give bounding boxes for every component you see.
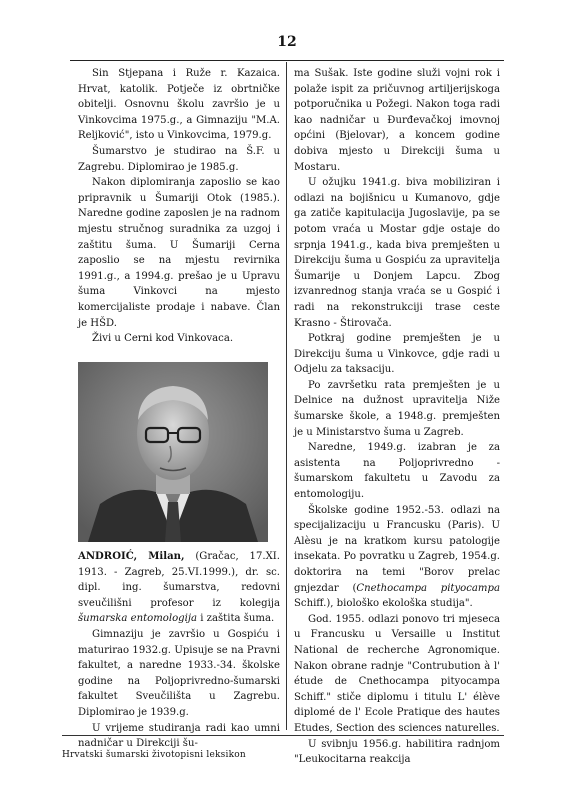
paragraph: Nakon diplomiranja zaposlio se kao pripravnik u Šumariji Otok (1985.). Naredne godine zaposlen je na radnom mjestu stručnog suradnika za uzgoj i zaštitu šuma. U Šumariji Cerna zaposlio se na mjestu revirnika 1991.g., a 1994.g. prešao je u Upravu šuma Vinkovci na mjesto komercijaliste prodaje i nabave. Član je HŠD.: [78, 177, 280, 329]
paragraph: U vrijeme studiranja radi kao umni nadničar u Direkciji šu-: [78, 722, 280, 750]
header-rule: [70, 60, 504, 61]
column-divider: [286, 62, 287, 730]
footer-text: Hrvatski šumarski životopisni leksikon: [62, 750, 246, 760]
entry-intro: [78, 549, 280, 627]
paragraph: ma Sušak. Iste godine služi vojni rok i polaže ispit za pričuvnog artiljerijskoga potporučnika u Požegi. Nakon toga radi kao nadničar u Đurđevačkoj imovnoj općini (Bjelovar), a koncem godine dobiva mjesto u Direkciji šuma u Mostaru.: [294, 68, 500, 173]
paragraph: Sin Stjepana i Ruže r. Kazaica. Hrvat, katolik. Potječe iz obrtničke obitelji. Osnovnu školu završio je u Vinkovcima 1975.g., a Gimnaziju "M.A. Reljković", isto u Vinkovcima, 1979.g.: [78, 68, 280, 142]
entry-course: šumarska entomologija: [78, 613, 198, 625]
paragraph: God. 1955. odlazi ponovo tri mjeseca u Francusku u Versaille u Institut National de recherche Agronomique. Nakon obrane radnje "Contrubution à l' étude de Cnethocampa pityocampa Schiff." stiče diplomu i titulu L' élève diplomé de l' Ecole Pratique des hautes Etudes, Section des sciences naturelles.: [294, 613, 500, 734]
entry-intro-text: (Gračac, 17.XI. 1913. - Zagreb, 25.VI.1999.), dr. sc. dipl. ing. šumarstva, redovni sveučilišni profesor iz kolegija: [78, 551, 280, 609]
portrait-photo: [78, 362, 268, 542]
species-name: Cnethocampa pityocampa: [356, 582, 500, 594]
paragraph: Živi u Cerni kod Vinkovaca.: [92, 333, 234, 345]
paragraph: [294, 503, 500, 612]
biography-entry: [78, 549, 280, 752]
paragraph-text: Schiff.), biološko ekološka studija".: [294, 598, 473, 610]
right-column-text: [294, 66, 500, 768]
entry-name: ANDROIĆ, Milan,: [78, 551, 185, 562]
paragraph-text: Školske godine 1952.-53. odlazi na specijalizaciju u Francusku (Paris). U Alèsu je na kratkom kursu patologije insekata. Po povratku u Zagreb, 1954.g. doktorira na temi "Borov prelac gnjezdar (: [294, 504, 500, 594]
page-number: 12: [277, 34, 297, 50]
paragraph: U svibnju 1956.g. habilitira radnjom "Leukocitarna reakcija: [294, 738, 500, 766]
footer-rule: [62, 735, 504, 736]
entry-intro-end: i zaštita šuma.: [197, 613, 275, 625]
paragraph: Potkraj godine premješten je u Direkciju šuma u Vinkovce, gdje radi u Odjelu za taksaciju.: [294, 333, 500, 376]
paragraph: Naredne, 1949.g. izabran je za asistenta na Poljoprivredno - šumarskom fakultetu u Zavodu za entomologiju.: [294, 442, 500, 501]
paragraph: U ožujku 1941.g. biva mobiliziran i odlazi na bojišnicu u Kumanovo, gdje ga zatiče kapitulacija Jugoslavije, pa se potom vraća u Mostar gdje ostaje do srpnja 1941.g., kada biva premješten u Direkciju šuma u Gospiću za upravitelja Šumarije u Donjem Lapcu. Zbog izvanrednog stanja vraća se u Gospić i radi na rekonstrukciji trase ceste Krasno - Štirovača.: [294, 177, 500, 329]
paragraph: Gimnaziju je završio u Gospiću i maturirao 1932.g. Upisuje se na Pravni fakultet, a naredne 1933.-34. školske godine na Poljoprivredno-šumarski fakultet Sveučilišta u Zagrebu. Diplomirao je 1939.g.: [78, 628, 280, 718]
paragraph: Šumarstvo je studirao na Š.F. u Zagrebu. Diplomirao je 1985.g.: [78, 145, 280, 173]
paragraph: Po završetku rata premješten je u Delnice na dužnost upravitelja Niže šumarske škole, a 1948.g. premješten je u Ministarstvo šuma u Zagreb.: [294, 379, 500, 438]
left-column-text: [78, 66, 280, 347]
